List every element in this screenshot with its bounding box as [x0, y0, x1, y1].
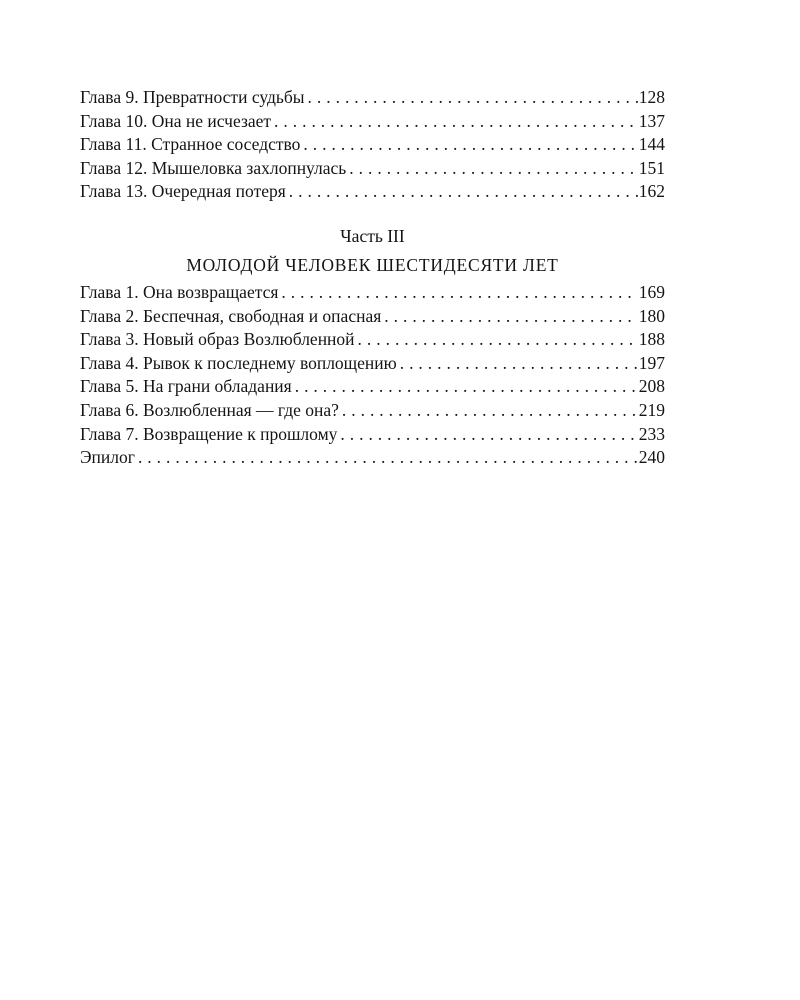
toc-dot-leader [303, 133, 637, 157]
toc-entry-page: 128 [638, 87, 665, 107]
toc-entry-page: 137 [638, 110, 665, 131]
toc-entry [80, 281, 665, 305]
toc-entry [80, 133, 665, 157]
toc-entry-page: 144 [638, 134, 665, 155]
toc-entry-page: 233 [638, 423, 665, 444]
toc-list-part3 [80, 281, 665, 470]
toc-dot-leader [342, 399, 638, 423]
toc-entry [80, 86, 665, 110]
toc-entry-page: 162 [638, 181, 665, 202]
toc-dot-leader [295, 375, 638, 399]
toc-entry-title: Эпилог [80, 447, 135, 468]
toc-entry-page: 151 [638, 157, 665, 178]
toc-entry-page: 180 [638, 305, 665, 326]
toc-dot-leader [289, 180, 638, 204]
toc-dot-leader [340, 423, 637, 447]
toc-entry-title: Глава 3. Новый образ Возлюбленной [80, 329, 355, 350]
toc-entry [80, 110, 665, 134]
toc-dot-leader [281, 281, 637, 305]
toc-entry-title: Глава 11. Странное соседство [80, 134, 301, 155]
toc-entry-title: Глава 6. Возлюбленная — где она? [80, 399, 339, 420]
toc-entry-epilogue [80, 446, 665, 470]
part-heading: Часть III [340, 225, 405, 246]
toc-entry-page: 169 [638, 281, 665, 302]
toc-entry-page: 219 [638, 399, 665, 420]
toc-entry-page: 188 [638, 329, 665, 350]
toc-dot-leader [384, 305, 637, 329]
toc-entry [80, 180, 665, 204]
toc-entry-page: 240 [638, 447, 665, 468]
toc-dot-leader [349, 157, 637, 181]
toc-entry-page: 208 [638, 376, 665, 397]
toc-entry [80, 157, 665, 181]
toc-entry [80, 352, 665, 376]
toc-entry-title: Глава 13. Очередная потеря [80, 181, 286, 202]
toc-entry [80, 328, 665, 352]
toc-entry [80, 305, 665, 329]
toc-entry-title: Глава 2. Беспечная, свободная и опасная [80, 305, 382, 326]
toc-entry-title: Глава 10. Она не исчезает [80, 110, 272, 131]
toc-entry-title: Глава 7. Возвращение к прошлому [80, 423, 338, 444]
toc-dot-leader [358, 328, 638, 352]
toc-entry-title: Глава 1. Она возвращается [80, 281, 279, 302]
toc-entry-title: Глава 12. Мышеловка захлопнулась [80, 157, 347, 178]
toc-dot-leader [308, 86, 638, 110]
toc-entry-title: Глава 5. На грани обладания [80, 376, 292, 397]
toc-entry-title: Глава 9. Превратности судьбы [80, 87, 305, 107]
toc-entry-title: Глава 4. Рывок к последнему воплощению [80, 352, 397, 373]
toc-page [80, 86, 665, 470]
part-subtitle: МОЛОДОЙ ЧЕЛОВЕК ШЕСТИДЕСЯТИ ЛЕТ [186, 254, 559, 275]
toc-dot-leader [138, 446, 638, 470]
toc-dot-leader [274, 110, 638, 134]
toc-dot-leader [400, 352, 638, 376]
toc-entry [80, 423, 665, 447]
toc-entry [80, 399, 665, 423]
toc-list-part2-tail [80, 86, 665, 204]
toc-entry-page: 197 [638, 352, 665, 373]
toc-entry [80, 375, 665, 399]
